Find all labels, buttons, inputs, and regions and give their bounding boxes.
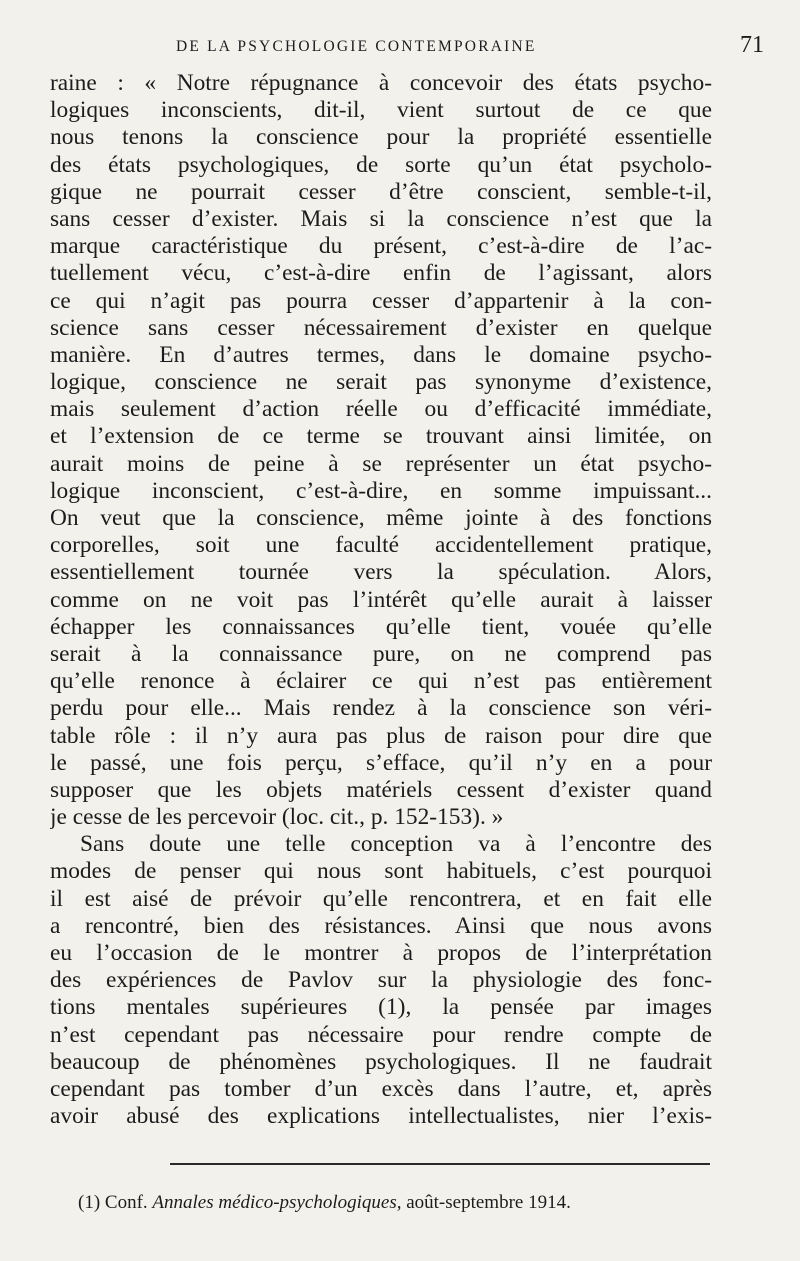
text-line: logique inconscient, c’est-à-dire, en somme impuissant...: [50, 477, 712, 504]
text-line: tions mentales supérieures (1), la pensée par images: [50, 994, 712, 1021]
text-line: mais seulement d’action réelle ou d’efficacité immédiate,: [50, 396, 712, 423]
text-line: beaucoup de phénomènes psychologiques. Il ne faudrait: [50, 1048, 712, 1075]
text-line: ce qui n’agit pas pourra cesser d’appartenir à la con-: [50, 287, 712, 314]
text-line: essentiellement tournée vers la spéculation. Alors,: [50, 559, 712, 586]
text-line: table rôle : il n’y aura pas plus de raison pour dire que: [50, 722, 712, 749]
text-line: nous tenons la conscience pour la propriété essentielle: [50, 124, 712, 151]
text-line: manière. En d’autres termes, dans le domaine psycho-: [50, 341, 712, 368]
text-line: des états psychologiques, de sorte qu’un état psycholo-: [50, 151, 712, 178]
text-line: eu l’occasion de le montrer à propos de l’interprétation: [50, 940, 712, 966]
running-head-title: DE LA PSYCHOLOGIE CONTEMPORAINE: [176, 38, 537, 55]
text-line: cependant pas tomber d’un excès dans l’autre, et, après: [50, 1075, 712, 1102]
text-line: modes de penser qui nous sont habituels, c’est pourquoi: [50, 858, 712, 885]
text-line: n’est cependant pas nécessaire pour rendre compte de: [50, 1021, 712, 1048]
footnote-source: Annales médico-psychologiques,: [152, 1192, 402, 1213]
text-line: logiques inconscients, dit-il, vient surtout de ce que: [50, 97, 712, 124]
text-line: comme on ne voit pas l’intérêt qu’elle aurait à laisser: [50, 586, 712, 613]
text-line: qu’elle renonce à éclairer ce qui n’est pas entièrement: [50, 668, 712, 695]
text-line: des expériences de Pavlov sur la physiologie des fonc-: [50, 967, 712, 994]
text-line: il est aisé de prévoir qu’elle rencontrera, et en fait elle: [50, 885, 712, 912]
text-line: aurait moins de peine à se représenter un état psycho-: [50, 450, 712, 477]
page-number: 71: [740, 32, 764, 58]
text-line: marque caractéristique du présent, c’est-à-dire de l’ac-: [50, 233, 712, 260]
text-line: logique, conscience ne serait pas synonyme d’existence,: [50, 369, 712, 396]
body-text: [50, 70, 712, 1130]
text-line: sans cesser d’exister. Mais si la conscience n’est que la: [50, 205, 712, 232]
text-line: science sans cesser nécessairement d’exister en quelque: [50, 314, 712, 341]
footnote-marker: (1) Conf.: [78, 1192, 148, 1213]
footnote-date: août-septembre 1914.: [406, 1192, 571, 1213]
footnote: [78, 1192, 571, 1214]
text-line: serait à la connaissance pure, on ne comprend pas: [50, 640, 712, 667]
text-line: et l’extension de ce terme se trouvant ainsi limitée, on: [50, 423, 712, 450]
text-line: perdu pour elle... Mais rendez à la conscience son véri-: [50, 695, 712, 722]
text-line: raine : « Notre répugnance à concevoir des états psycho-: [50, 70, 712, 96]
text-line: je cesse de les percevoir (loc. cit., p. 152-153). »: [50, 804, 504, 831]
text-line: Sans doute une telle conception va à l’encontre des: [80, 831, 712, 858]
text-line: On veut que la conscience, même jointe à des fonctions: [50, 505, 712, 531]
text-line: a rencontré, bien des résistances. Ainsi que nous avons: [50, 912, 712, 939]
running-head: [0, 32, 800, 64]
text-line: gique ne pourrait cesser d’être conscient, semble-t-il,: [50, 178, 712, 205]
footnote-divider: [170, 1163, 710, 1165]
text-line: échapper les connaissances qu’elle tient, vouée qu’elle: [50, 613, 712, 640]
text-line: corporelles, soit une faculté accidentellement pratique,: [50, 532, 712, 559]
text-line: le passé, une fois perçu, s’efface, qu’il n’y en a pour: [50, 749, 712, 776]
text-line: supposer que les objets matériels cessent d’exister quand: [50, 776, 712, 803]
text-line: tuellement vécu, c’est-à-dire enfin de l’agissant, alors: [50, 260, 712, 287]
text-line: avoir abusé des explications intellectualistes, nier l’exis-: [50, 1103, 712, 1130]
